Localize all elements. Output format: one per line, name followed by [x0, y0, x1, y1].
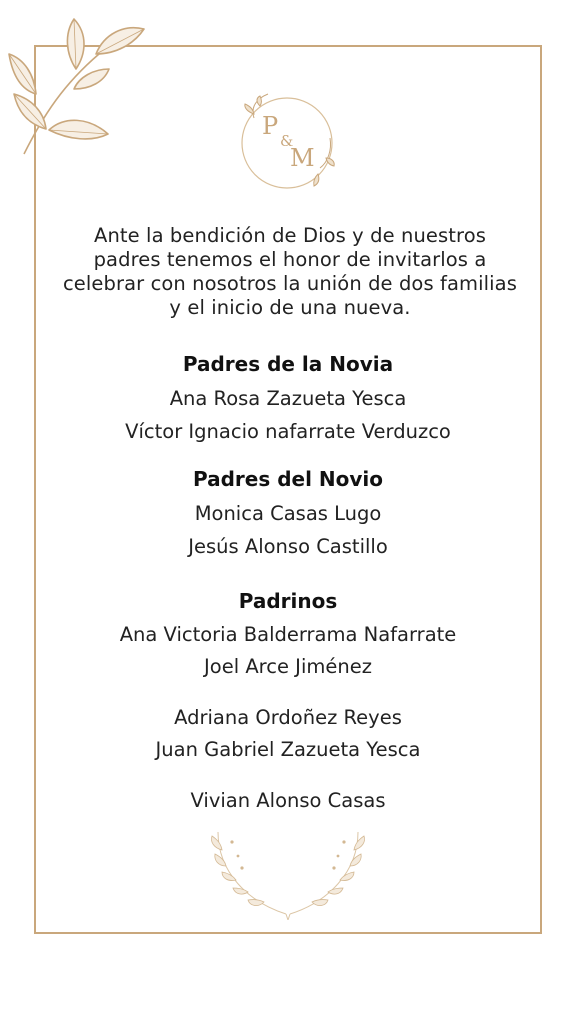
monogram-wreath-icon: [232, 88, 342, 194]
groom-parent-name: Monica Casas Lugo: [194, 502, 382, 525]
groom-parents-heading: Padres del Novio: [192, 467, 384, 491]
monogram-letter-m: M: [290, 144, 315, 172]
bride-parents-heading: Padres de la Novia: [182, 352, 394, 376]
leaf-branch-icon: [4, 14, 154, 164]
intro-paragraph: Ante la bendición de Dios y de nuestros padres tenemos el honor de invitarlos a celebrar con nosotros la unión de dos familias y el inicio de una nueva.: [62, 224, 517, 319]
bride-parent-name: Ana Rosa Zazueta Yesca: [169, 387, 407, 410]
sponsor-name: Adriana Ordoñez Reyes: [174, 706, 402, 729]
monogram-ampersand: &: [280, 132, 294, 150]
sponsor-name: Ana Victoria Balderrama Nafarrate: [119, 623, 457, 646]
bride-parent-name: Víctor Ignacio nafarrate Verduzco: [125, 420, 451, 443]
sponsor-name: Juan Gabriel Zazueta Yesca: [155, 738, 421, 761]
monogram-letter-p: P: [262, 112, 279, 140]
sponsor-name: Vivian Alonso Casas: [190, 789, 386, 812]
floral-wreath-icon: [208, 822, 368, 920]
sponsors-heading: Padrinos: [238, 589, 338, 613]
groom-parent-name: Jesús Alonso Castillo: [188, 535, 388, 558]
sponsor-name: Joel Arce Jiménez: [204, 655, 372, 678]
